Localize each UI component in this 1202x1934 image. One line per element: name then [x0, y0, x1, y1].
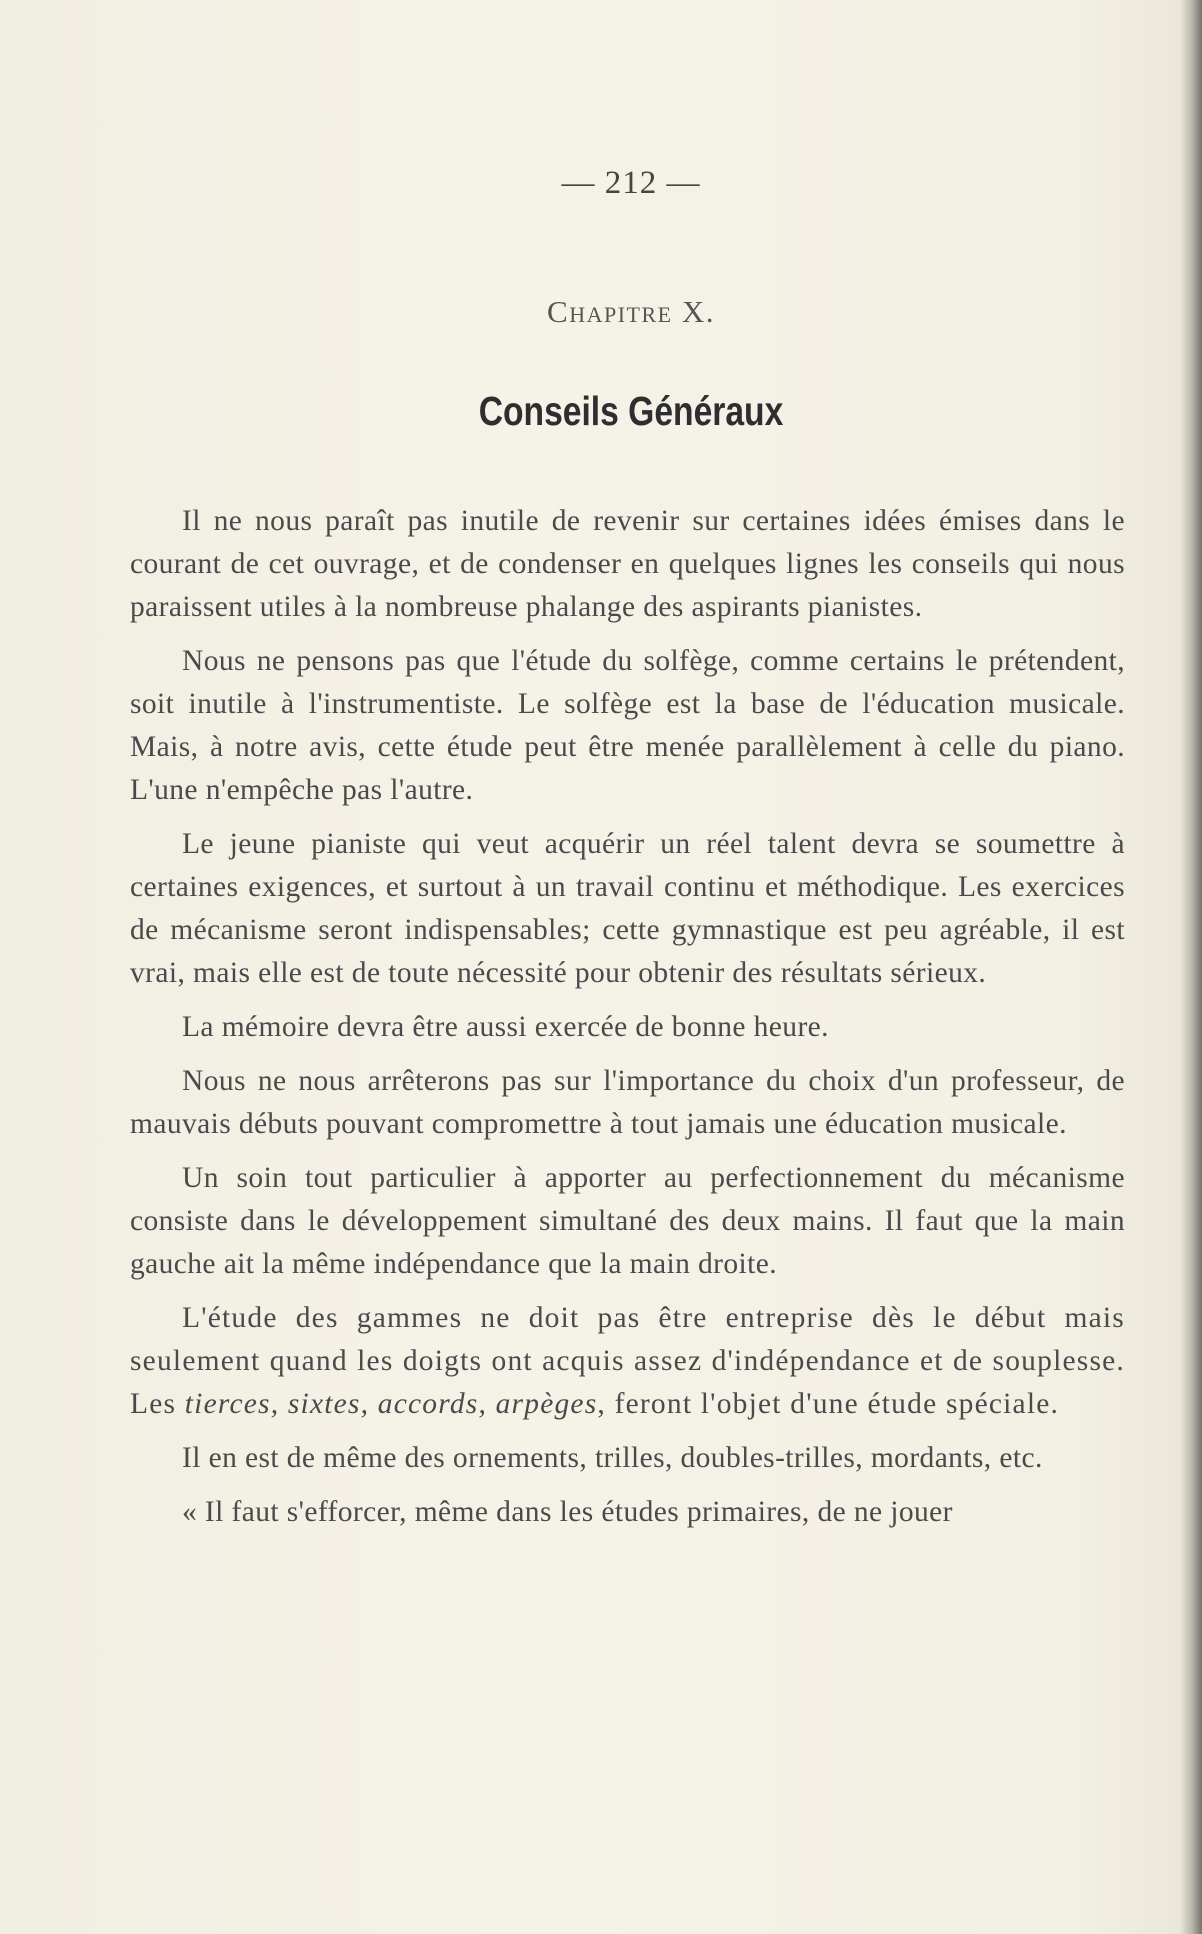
paragraph: Le jeune pianiste qui veut acquérir un réel talent devra se soumettre à certaines exigences, et surtout à un travail continu et méthodique. Les exercices de mécanisme seront indispensables; cette gymnastique est peu agréable, il est vrai, mais elle est de toute nécessité pour obtenir des résultats sérieux. — [130, 828, 1125, 989]
paragraph-text: L'étude des gammes ne doit pas être entreprise dès le début mais seulement quand les doigts ont acquis assez d'indépendance et de souplesse. Les — [130, 1302, 1125, 1420]
italic-terms: tierces, sixtes, accords, arpèges — [184, 1388, 598, 1420]
paragraph-text: , feront l'objet d'une étude spéciale. — [597, 1388, 1060, 1420]
paragraph — [130, 1297, 1125, 1426]
chapter-heading: Chapitre X. — [547, 294, 715, 329]
paragraph: Il ne nous paraît pas inutile de revenir sur certaines idées émises dans le courant de cet ouvrage, et de condenser en quelques lignes les conseils qui nous paraissent utiles à la nombreuse phalange des aspirants pianistes. — [130, 505, 1125, 623]
section-title: Conseils Généraux — [478, 388, 784, 434]
page-number: — 212 — — [561, 165, 701, 201]
paragraph: Un soin tout particulier à apporter au perfectionnement du mécanisme consiste dans le développement simultané des deux mains. Il faut que la main gauche ait la même indépendance que la main droite. — [130, 1162, 1125, 1280]
paragraph: La mémoire devra être aussi exercée de bonne heure. — [182, 1011, 829, 1043]
paragraph: Nous ne nous arrêterons pas sur l'importance du choix d'un professeur, de mauvais débuts pouvant compromettre à tout jamais une éducation musicale. — [130, 1065, 1125, 1140]
paragraph: Nous ne pensons pas que l'étude du solfège, comme certains le prétendent, soit inutile à l'instrumentiste. Le solfège est la base de l'éducation musicale. Mais, à notre avis, cette étude peut être menée parallèlement à celle du piano. L'une n'empêche pas l'autre. — [130, 645, 1125, 806]
page-edge-shadow — [1180, 0, 1202, 1934]
paragraph: « Il faut s'efforcer, même dans les études primaires, de ne jouer — [182, 1496, 953, 1528]
paragraph: Il en est de même des ornements, trilles, doubles-trilles, mordants, etc. — [182, 1442, 1043, 1474]
body-text — [130, 500, 1125, 1545]
